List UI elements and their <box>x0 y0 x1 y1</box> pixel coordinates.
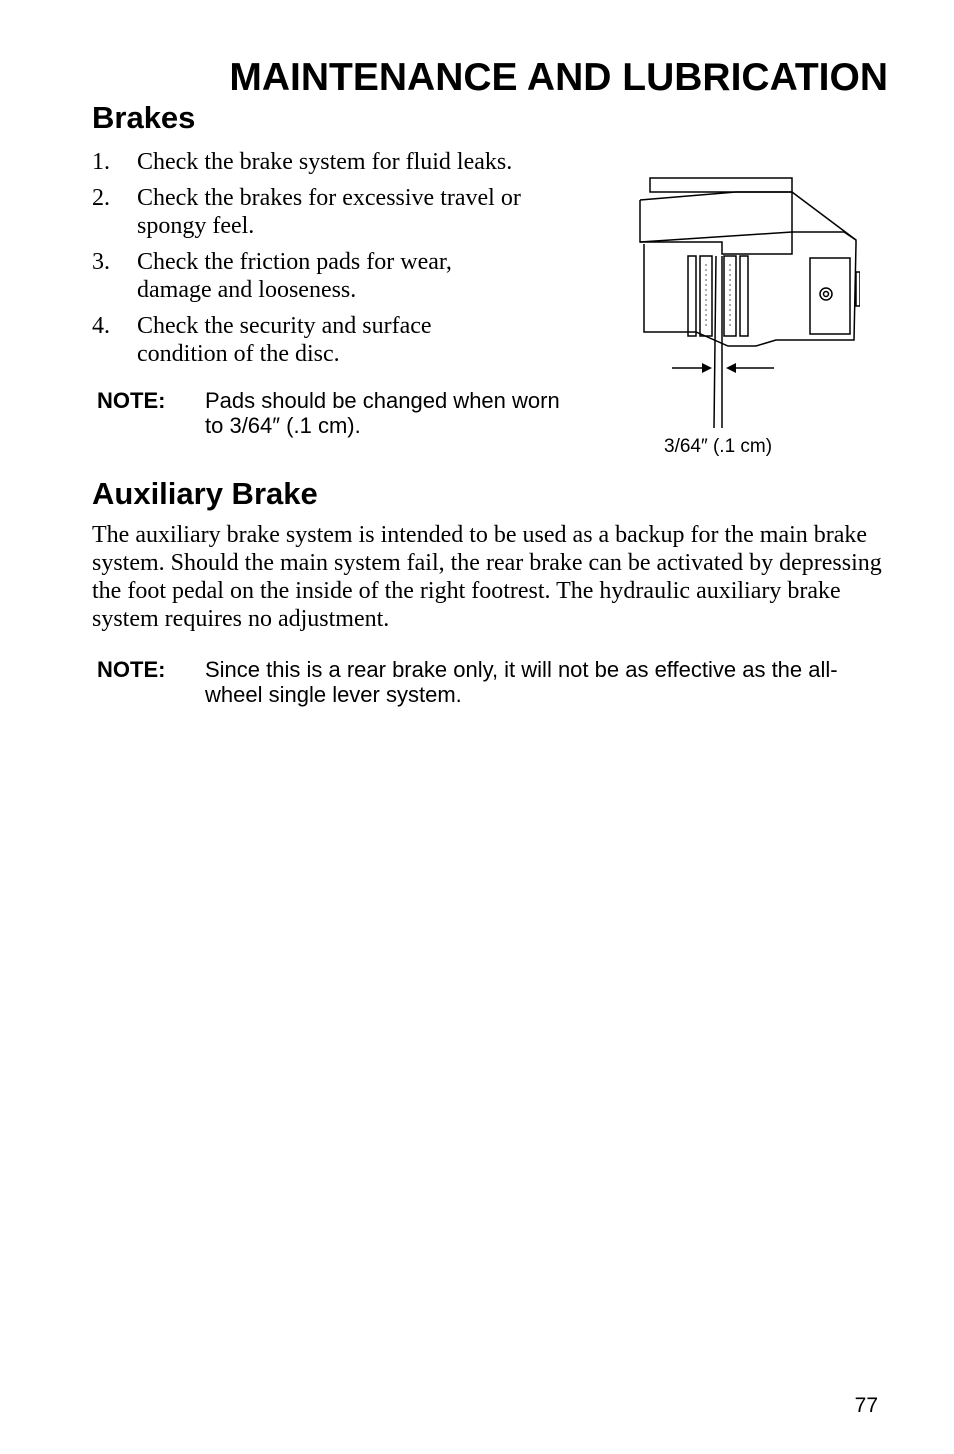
auxiliary-brake-heading: Auxiliary Brake <box>92 476 318 511</box>
list-item-number: 2. <box>92 185 110 211</box>
list-item <box>92 148 592 176</box>
note-text: Pads should be changed when worn to 3/64″ (.1 cm). <box>205 388 560 438</box>
brakes-checklist <box>92 148 592 376</box>
auxiliary-note <box>92 657 882 707</box>
page-header-title: MAINTENANCE AND LUBRICATION <box>229 56 888 99</box>
brake-caliper-illustration <box>636 172 860 432</box>
note-label: NOTE: <box>97 388 166 413</box>
page-number: 77 <box>854 1394 878 1417</box>
note-text: Since this is a rear brake only, it will not be as effective as the all-wheel single lever system. <box>205 657 838 707</box>
note-label: NOTE: <box>97 657 166 682</box>
list-item-number: 4. <box>92 313 110 339</box>
figure-caption: 3/64″ (.1 cm) <box>664 436 773 457</box>
list-item <box>92 184 592 240</box>
auxiliary-brake-paragraph <box>92 521 892 633</box>
list-item <box>92 312 592 368</box>
list-item-text: Check the security and surface condition of the disc. <box>137 313 432 367</box>
brakes-heading: Brakes <box>92 100 196 135</box>
list-item-text: Check the brakes for excessive travel or spongy feel. <box>137 185 521 239</box>
list-item-text: Check the friction pads for wear, damage and looseness. <box>137 249 452 303</box>
brakes-note <box>92 388 562 438</box>
paragraph-text: The auxiliary brake system is intended to be used as a backup for the main brake system. Should the main system fail, the rear brake can be activated by depressing the foot pedal on the inside of the right footrest. The hydraulic auxiliary brake system requires no adjustment. <box>92 522 882 632</box>
list-item <box>92 248 592 304</box>
list-item-number: 3. <box>92 249 110 275</box>
list-item-number: 1. <box>92 149 110 175</box>
list-item-text: Check the brake system for fluid leaks. <box>137 149 513 175</box>
